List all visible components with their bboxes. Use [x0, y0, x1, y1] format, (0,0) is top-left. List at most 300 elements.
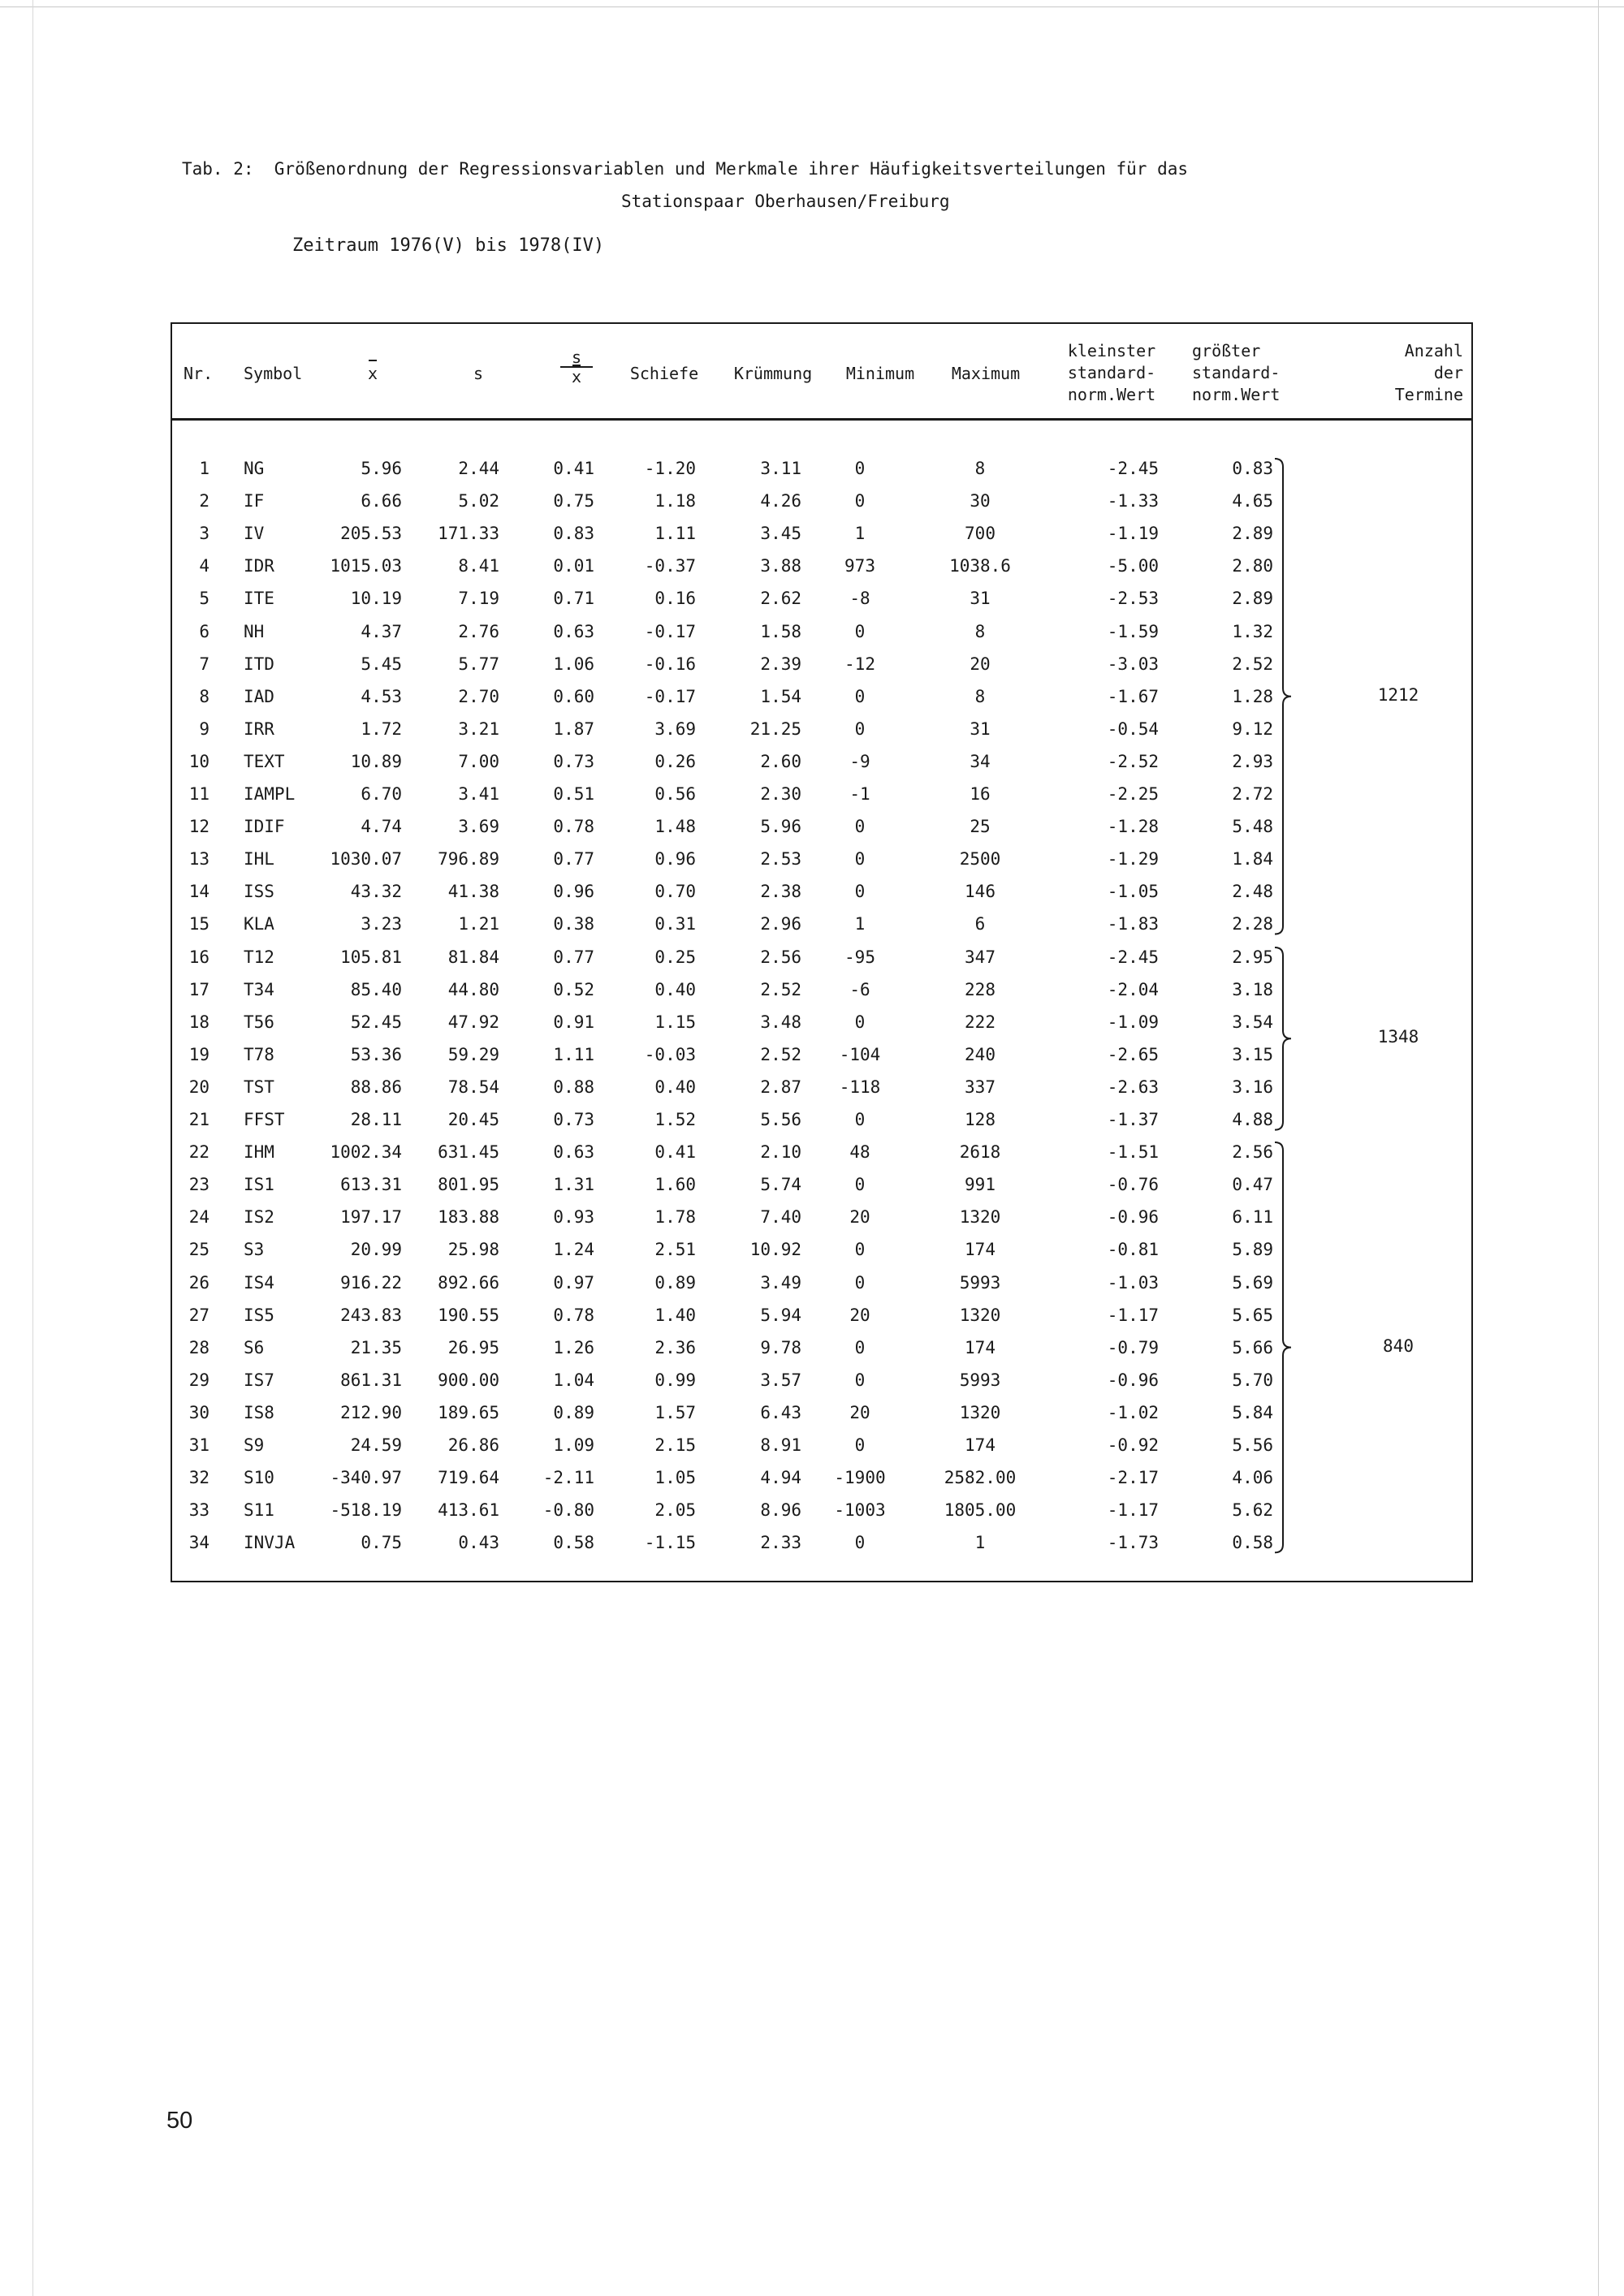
row-skewness: 0.26: [654, 751, 696, 771]
row-std: 59.29: [447, 1044, 499, 1064]
row-mean: 6.66: [361, 491, 402, 511]
row-minimum: 1: [854, 914, 866, 934]
table-row: [172, 1331, 1390, 1364]
row-largest-standardized: 0.83: [1232, 459, 1273, 478]
table-row: [172, 1136, 1390, 1168]
row-std: 2.70: [458, 686, 499, 706]
row-smallest-standardized: -1.19: [1107, 524, 1159, 544]
row-maximum: 20: [970, 654, 991, 674]
row-number: 13: [188, 849, 209, 870]
row-coeff-variation: 0.38: [553, 914, 594, 934]
row-minimum: 48: [849, 1142, 870, 1163]
row-number: 8: [199, 686, 209, 706]
row-curvature: 3.48: [760, 1012, 801, 1032]
row-largest-standardized: 5.69: [1232, 1272, 1273, 1293]
table-row: [172, 1103, 1390, 1136]
row-maximum: 337: [965, 1077, 996, 1097]
row-coeff-variation: 0.91: [553, 1012, 594, 1032]
header-minimum: Minimum: [845, 364, 915, 383]
table-row: [172, 1267, 1390, 1299]
row-std: 189.65: [438, 1402, 499, 1422]
row-maximum: 30: [970, 491, 991, 511]
row-minimum: -1: [849, 784, 870, 804]
row-std: 41.38: [447, 882, 499, 902]
row-coeff-variation: 0.97: [553, 1272, 594, 1293]
row-largest-standardized: 2.56: [1232, 1142, 1273, 1163]
row-number: 30: [188, 1402, 209, 1422]
row-skewness: 1.11: [654, 524, 696, 544]
row-symbol: IS5: [244, 1305, 274, 1325]
row-mean: 21.35: [350, 1337, 402, 1357]
row-mean: 212.90: [340, 1402, 402, 1422]
table-row: [172, 1233, 1390, 1266]
row-std: 801.95: [438, 1175, 499, 1195]
row-largest-standardized: 3.15: [1232, 1044, 1273, 1064]
row-maximum: 991: [965, 1175, 996, 1195]
row-largest-standardized: 6.11: [1232, 1207, 1273, 1228]
row-smallest-standardized: -2.52: [1107, 751, 1159, 771]
row-smallest-standardized: -2.17: [1107, 1468, 1159, 1488]
row-symbol: IRR: [244, 719, 274, 739]
row-mean: 88.86: [350, 1077, 402, 1097]
row-coeff-variation: 0.75: [553, 491, 594, 511]
row-coeff-variation: 0.88: [553, 1077, 594, 1097]
row-std: 719.64: [438, 1468, 499, 1488]
row-curvature: 2.96: [760, 914, 801, 934]
row-std: 190.55: [438, 1305, 499, 1325]
row-mean: 105.81: [340, 947, 402, 967]
row-curvature: 2.62: [760, 589, 801, 609]
row-skewness: 0.56: [654, 784, 696, 804]
row-number: 10: [188, 751, 209, 771]
row-largest-standardized: 5.65: [1232, 1305, 1273, 1325]
row-coeff-variation: -0.80: [542, 1500, 594, 1521]
row-largest-standardized: 2.28: [1232, 914, 1273, 934]
table-row: [172, 713, 1390, 745]
row-maximum: 1038.6: [949, 556, 1011, 576]
row-coeff-variation: 0.78: [553, 1305, 594, 1325]
header-symbol: Symbol: [244, 364, 303, 383]
row-smallest-standardized: -1.05: [1107, 882, 1159, 902]
row-minimum: 0: [854, 882, 866, 902]
row-maximum: 1805.00: [944, 1500, 1017, 1521]
row-symbol: ITD: [244, 654, 274, 674]
row-number: 12: [188, 817, 209, 837]
row-largest-standardized: 3.18: [1232, 979, 1273, 999]
group-count: 1212: [1377, 684, 1419, 705]
row-smallest-standardized: -1.37: [1107, 1110, 1159, 1129]
group-count: 840: [1383, 1336, 1414, 1356]
header-mean: x: [367, 364, 378, 383]
row-curvature: 2.52: [760, 979, 801, 999]
row-symbol: IHM: [244, 1142, 274, 1163]
row-number: 2: [199, 491, 209, 511]
row-number: 11: [188, 784, 209, 804]
row-curvature: 2.60: [760, 751, 801, 771]
row-mean: 24.59: [350, 1435, 402, 1455]
row-largest-standardized: 2.89: [1232, 589, 1273, 609]
header-coeff-variation: $\frac{s}{x}$: [560, 348, 593, 386]
row-minimum: 20: [849, 1402, 870, 1422]
row-coeff-variation: 0.58: [553, 1533, 594, 1553]
row-minimum: -118: [839, 1077, 881, 1097]
row-curvature: 3.57: [760, 1370, 801, 1390]
row-number: 9: [199, 719, 209, 739]
row-curvature: 3.49: [760, 1272, 801, 1293]
row-skewness: -0.37: [644, 556, 696, 576]
row-smallest-standardized: -1.03: [1107, 1272, 1159, 1293]
row-minimum: 0: [854, 1272, 866, 1293]
row-smallest-standardized: -1.29: [1107, 849, 1159, 870]
row-largest-standardized: 2.52: [1232, 654, 1273, 674]
row-skewness: 1.78: [654, 1207, 696, 1228]
row-std: 892.66: [438, 1272, 499, 1293]
header-count: Anzahl der Termine: [1394, 341, 1463, 404]
row-minimum: -95: [844, 947, 875, 967]
row-std: 47.92: [447, 1012, 499, 1032]
row-largest-standardized: 2.89: [1232, 524, 1273, 544]
row-mean: 1015.03: [330, 556, 402, 576]
row-smallest-standardized: -5.00: [1107, 556, 1159, 576]
table-row: [172, 810, 1390, 843]
table-row: [172, 1494, 1390, 1526]
table-row: [172, 1038, 1390, 1071]
scan-edge-top: [0, 6, 1624, 7]
row-maximum: 8: [974, 686, 986, 706]
row-smallest-standardized: -2.04: [1107, 979, 1159, 999]
row-number: 28: [188, 1337, 209, 1357]
row-smallest-standardized: -2.65: [1107, 1044, 1159, 1064]
row-skewness: 3.69: [654, 719, 696, 739]
row-number: 7: [199, 654, 209, 674]
row-smallest-standardized: -0.92: [1107, 1435, 1159, 1455]
row-smallest-standardized: -0.54: [1107, 719, 1159, 739]
row-number: 16: [188, 947, 209, 967]
row-curvature: 10.92: [749, 1240, 801, 1260]
row-maximum: 2582.00: [944, 1468, 1017, 1488]
row-largest-standardized: 5.48: [1232, 817, 1273, 837]
row-curvature: 2.52: [760, 1044, 801, 1064]
row-number: 21: [188, 1110, 209, 1129]
row-std: 796.89: [438, 849, 499, 870]
row-smallest-standardized: -1.09: [1107, 1012, 1159, 1032]
row-maximum: 174: [965, 1240, 996, 1260]
row-mean: 197.17: [340, 1207, 402, 1228]
row-symbol: NG: [244, 459, 265, 478]
row-smallest-standardized: -1.17: [1107, 1500, 1159, 1521]
row-mean: -340.97: [330, 1468, 402, 1488]
row-number: 27: [188, 1305, 209, 1325]
row-minimum: 0: [854, 849, 866, 870]
row-skewness: 2.51: [654, 1240, 696, 1260]
row-skewness: 1.40: [654, 1305, 696, 1325]
row-curvature: 2.30: [760, 784, 801, 804]
group-brace: [1273, 457, 1294, 936]
row-symbol: IDR: [244, 556, 274, 576]
row-maximum: 31: [970, 719, 991, 739]
row-coeff-variation: 1.11: [553, 1044, 594, 1064]
row-coeff-variation: 0.73: [553, 751, 594, 771]
header-std: s: [473, 364, 484, 383]
row-skewness: 0.41: [654, 1142, 696, 1163]
row-std: 44.80: [447, 979, 499, 999]
row-skewness: 2.05: [654, 1500, 696, 1521]
row-number: 15: [188, 914, 209, 934]
row-smallest-standardized: -1.02: [1107, 1402, 1159, 1422]
row-minimum: 0: [854, 621, 866, 641]
row-symbol: S6: [244, 1337, 265, 1357]
row-number: 29: [188, 1370, 209, 1390]
row-number: 34: [188, 1533, 209, 1553]
row-number: 25: [188, 1240, 209, 1260]
row-std: 1.21: [458, 914, 499, 934]
row-curvature: 2.10: [760, 1142, 801, 1163]
table-row: [172, 582, 1390, 615]
row-mean: 28.11: [350, 1110, 402, 1129]
table-row: [172, 1299, 1390, 1331]
row-maximum: 1320: [959, 1207, 1001, 1228]
row-mean: 1030.07: [330, 849, 402, 870]
row-smallest-standardized: -1.28: [1107, 817, 1159, 837]
table-row: [172, 550, 1390, 582]
row-smallest-standardized: -1.73: [1107, 1533, 1159, 1553]
row-maximum: 222: [965, 1012, 996, 1032]
row-number: 17: [188, 979, 209, 999]
row-symbol: IF: [244, 491, 265, 511]
row-symbol: TST: [244, 1077, 274, 1097]
row-smallest-standardized: -0.96: [1107, 1370, 1159, 1390]
row-std: 5.77: [458, 654, 499, 674]
row-maximum: 8: [974, 621, 986, 641]
row-skewness: 0.25: [654, 947, 696, 967]
row-skewness: 2.15: [654, 1435, 696, 1455]
row-std: 3.41: [458, 784, 499, 804]
row-std: 8.41: [458, 556, 499, 576]
row-symbol: T56: [244, 1012, 274, 1032]
row-skewness: -0.16: [644, 654, 696, 674]
row-mean: 613.31: [340, 1175, 402, 1195]
table-row: [172, 452, 1390, 485]
row-std: 413.61: [438, 1500, 499, 1521]
page-number: 50: [166, 2108, 193, 2134]
table-row: [172, 1071, 1390, 1103]
row-minimum: -8: [849, 589, 870, 609]
row-mean: 861.31: [340, 1370, 402, 1390]
group-brace: [1273, 1141, 1294, 1554]
row-curvature: 5.74: [760, 1175, 801, 1195]
row-std: 3.69: [458, 817, 499, 837]
row-coeff-variation: 0.96: [553, 882, 594, 902]
row-curvature: 21.25: [749, 719, 801, 739]
row-smallest-standardized: -2.45: [1107, 947, 1159, 967]
row-symbol: IAD: [244, 686, 274, 706]
row-symbol: IAMPL: [244, 784, 296, 804]
row-number: 31: [188, 1435, 209, 1455]
row-mean: 0.75: [361, 1533, 402, 1553]
row-largest-standardized: 2.93: [1232, 751, 1273, 771]
row-smallest-standardized: -1.83: [1107, 914, 1159, 934]
row-std: 2.76: [458, 621, 499, 641]
row-mean: 1002.34: [330, 1142, 402, 1163]
header-divider: [172, 418, 1471, 421]
row-skewness: -1.20: [644, 459, 696, 478]
row-mean: 916.22: [340, 1272, 402, 1293]
row-smallest-standardized: -1.17: [1107, 1305, 1159, 1325]
row-minimum: 0: [854, 1370, 866, 1390]
row-curvature: 1.54: [760, 686, 801, 706]
row-maximum: 34: [970, 751, 991, 771]
row-symbol: IDIF: [244, 817, 285, 837]
row-smallest-standardized: -2.63: [1107, 1077, 1159, 1097]
row-maximum: 6: [974, 914, 986, 934]
row-number: 3: [199, 524, 209, 544]
row-minimum: 0: [854, 1012, 866, 1032]
row-maximum: 2618: [959, 1142, 1001, 1163]
group-count: 1348: [1377, 1026, 1419, 1047]
row-maximum: 5993: [959, 1272, 1001, 1293]
header-curvature: Krümmung: [733, 364, 813, 383]
table-row: [172, 1168, 1390, 1201]
row-mean: 4.53: [361, 686, 402, 706]
table-caption-line1: Tab. 2: Größenordnung der Regressionsvariablen und Merkmale ihrer Häufigkeitsverteilungen für das: [182, 159, 1189, 179]
row-coeff-variation: 0.83: [553, 524, 594, 544]
row-number: 23: [188, 1175, 209, 1195]
row-number: 20: [188, 1077, 209, 1097]
row-std: 3.21: [458, 719, 499, 739]
row-largest-standardized: 0.47: [1232, 1175, 1273, 1195]
row-symbol: IS7: [244, 1370, 274, 1390]
row-mean: 4.74: [361, 817, 402, 837]
row-skewness: 0.70: [654, 882, 696, 902]
row-maximum: 1320: [959, 1305, 1001, 1325]
row-mean: 243.83: [340, 1305, 402, 1325]
row-std: 900.00: [438, 1370, 499, 1390]
row-largest-standardized: 1.28: [1232, 686, 1273, 706]
row-minimum: 0: [854, 1175, 866, 1195]
row-mean: 10.89: [350, 751, 402, 771]
row-number: 4: [199, 556, 209, 576]
row-maximum: 16: [970, 784, 991, 804]
row-skewness: 0.40: [654, 1077, 696, 1097]
row-maximum: 146: [965, 882, 996, 902]
row-symbol: IHL: [244, 849, 274, 870]
row-coeff-variation: 1.06: [553, 654, 594, 674]
row-largest-standardized: 1.32: [1232, 621, 1273, 641]
row-skewness: 0.89: [654, 1272, 696, 1293]
table-row: [172, 648, 1390, 680]
row-coeff-variation: 0.78: [553, 817, 594, 837]
row-maximum: 174: [965, 1337, 996, 1357]
row-coeff-variation: 0.41: [553, 459, 594, 478]
row-maximum: 25: [970, 817, 991, 837]
row-maximum: 1: [974, 1533, 986, 1553]
table-row: [172, 517, 1390, 550]
row-minimum: -104: [839, 1044, 881, 1064]
row-mean: 5.45: [361, 654, 402, 674]
row-number: 18: [188, 1012, 209, 1032]
table-row: [172, 485, 1390, 517]
row-largest-standardized: 5.70: [1232, 1370, 1273, 1390]
row-skewness: 1.57: [654, 1402, 696, 1422]
row-coeff-variation: 1.31: [553, 1175, 594, 1195]
row-mean: 205.53: [340, 524, 402, 544]
row-symbol: KLA: [244, 914, 274, 934]
row-minimum: 0: [854, 719, 866, 739]
row-coeff-variation: 0.52: [553, 979, 594, 999]
row-largest-standardized: 3.16: [1232, 1077, 1273, 1097]
row-symbol: IS1: [244, 1175, 274, 1195]
row-smallest-standardized: -2.53: [1107, 589, 1159, 609]
table-row: [172, 1006, 1390, 1038]
row-std: 26.95: [447, 1337, 499, 1357]
row-symbol: T12: [244, 947, 274, 967]
row-mean: 20.99: [350, 1240, 402, 1260]
row-skewness: -0.17: [644, 686, 696, 706]
row-coeff-variation: 1.04: [553, 1370, 594, 1390]
row-skewness: 1.48: [654, 817, 696, 837]
row-curvature: 2.53: [760, 849, 801, 870]
scan-edge-left: [32, 0, 33, 2296]
row-maximum: 174: [965, 1435, 996, 1455]
row-curvature: 1.58: [760, 621, 801, 641]
row-curvature: 2.33: [760, 1533, 801, 1553]
row-largest-standardized: 2.72: [1232, 784, 1273, 804]
row-largest-standardized: 2.48: [1232, 882, 1273, 902]
table-row: [172, 1396, 1390, 1429]
row-largest-standardized: 4.06: [1232, 1468, 1273, 1488]
row-mean: 10.19: [350, 589, 402, 609]
row-number: 22: [188, 1142, 209, 1163]
row-curvature: 3.11: [760, 459, 801, 478]
row-minimum: 1: [854, 524, 866, 544]
row-smallest-standardized: -1.67: [1107, 686, 1159, 706]
row-std: 7.00: [458, 751, 499, 771]
row-std: 81.84: [447, 947, 499, 967]
row-mean: 52.45: [350, 1012, 402, 1032]
row-skewness: 2.36: [654, 1337, 696, 1357]
row-curvature: 6.43: [760, 1402, 801, 1422]
row-largest-standardized: 3.54: [1232, 1012, 1273, 1032]
row-symbol: S9: [244, 1435, 265, 1455]
row-minimum: 20: [849, 1305, 870, 1325]
table-row: [172, 973, 1390, 1006]
row-minimum: -9: [849, 751, 870, 771]
row-smallest-standardized: -1.51: [1107, 1142, 1159, 1163]
row-symbol: TEXT: [244, 751, 285, 771]
row-minimum: 0: [854, 1110, 866, 1129]
row-coeff-variation: 0.63: [553, 621, 594, 641]
row-skewness: 0.31: [654, 914, 696, 934]
row-smallest-standardized: -0.79: [1107, 1337, 1159, 1357]
period-label: Zeitraum 1976(V) bis 1978(IV): [292, 235, 605, 256]
row-coeff-variation: 0.77: [553, 947, 594, 967]
row-coeff-variation: 0.89: [553, 1402, 594, 1422]
row-skewness: 1.15: [654, 1012, 696, 1032]
row-std: 631.45: [438, 1142, 499, 1163]
row-symbol: S10: [244, 1468, 274, 1488]
row-skewness: -1.15: [644, 1533, 696, 1553]
row-number: 33: [188, 1500, 209, 1521]
row-symbol: S3: [244, 1240, 265, 1260]
row-symbol: IV: [244, 524, 265, 544]
row-number: 19: [188, 1044, 209, 1064]
row-mean: 53.36: [350, 1044, 402, 1064]
row-mean: 4.37: [361, 621, 402, 641]
row-coeff-variation: 0.60: [553, 686, 594, 706]
row-skewness: 0.40: [654, 979, 696, 999]
row-symbol: S11: [244, 1500, 274, 1521]
table-row: [172, 875, 1390, 908]
